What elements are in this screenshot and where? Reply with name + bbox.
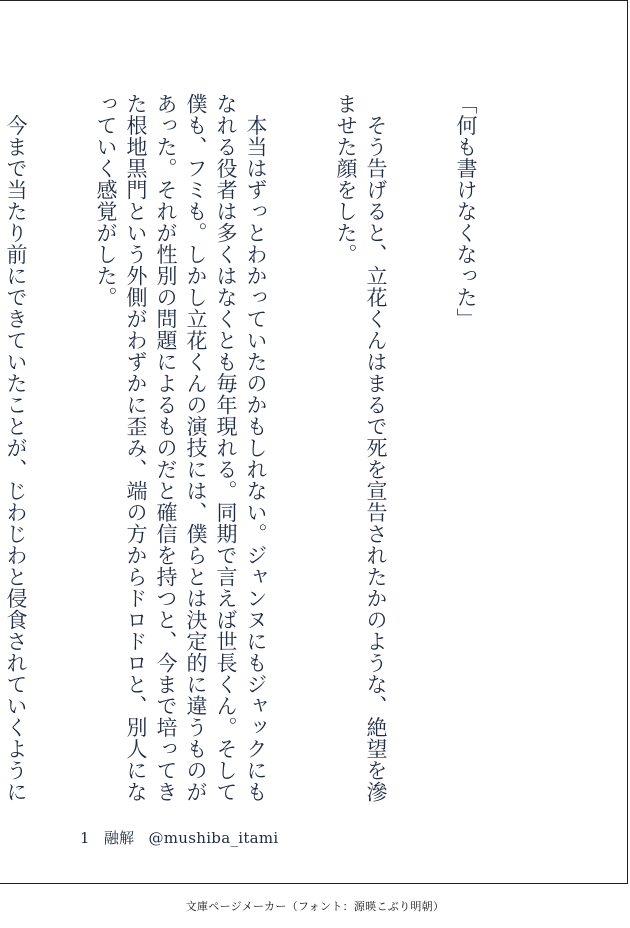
work-title: 融解 bbox=[103, 829, 135, 847]
vertical-text-body bbox=[0, 93, 541, 813]
paragraph: そう告げると、立花くんはまるで死を宣告されたかのような、絶望を滲ませた顔をした。 bbox=[334, 93, 388, 803]
paragraph: 今まで当たり前にできていたことが、じわじわと侵食されていくように bbox=[4, 114, 28, 803]
paragraph: 本当はずっとわかっていたのかもしれない。ジャンヌにもジャックにもなれる役者は多くはなくとも毎年現れる。同期で言えば世長くん。そして僕も、フミも。しかし立花くんの演技には、僕らとは決定的に違うものがあった。それが性別の問題によるものだと確信を持つと、今まで培ってきた根地黒門という外側がわずかに歪み、端の方からドロドロと、別人になっていく感覚がした。 bbox=[94, 93, 268, 803]
author-handle: @mushiba_itami bbox=[148, 829, 279, 847]
page-footer bbox=[80, 827, 279, 848]
generator-credit: 文庫ページメーカー（フォント：源暎こぶり明朝） bbox=[185, 900, 445, 913]
paragraph: 「何も書けなくなった」 bbox=[454, 93, 478, 330]
page-number: 1 bbox=[80, 829, 90, 847]
